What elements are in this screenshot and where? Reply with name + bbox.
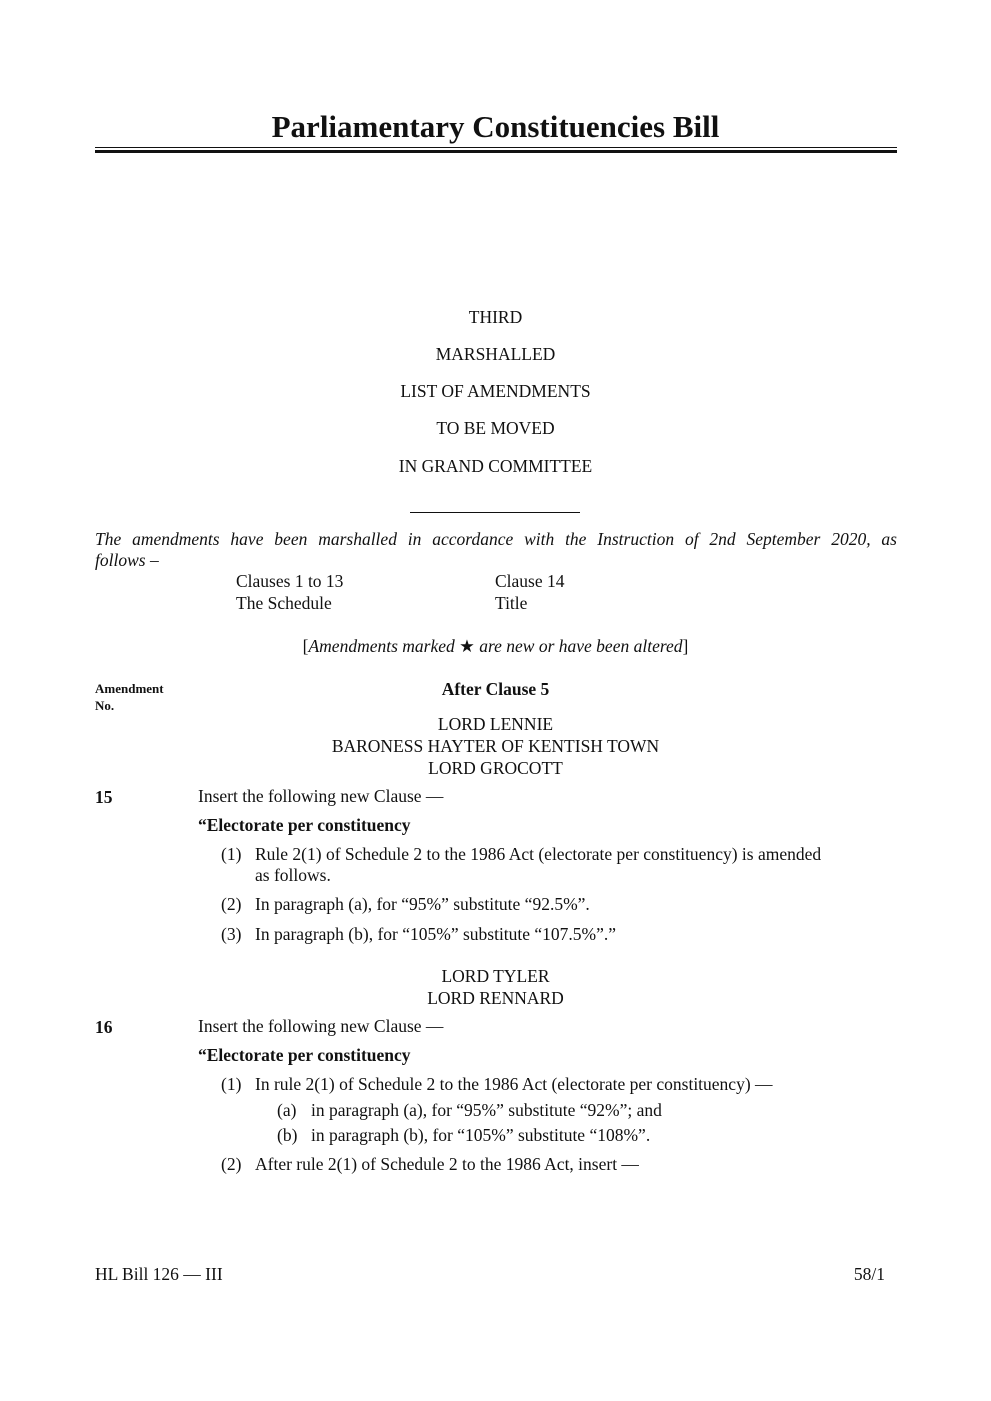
subsection-text: In paragraph (a), for “95%” substitute “92.5%”. — [255, 894, 590, 914]
footer-page-ref: 58/1 — [853, 1264, 885, 1284]
subsection-number: (2) — [221, 894, 242, 914]
star-note-text: are new or have been altered — [474, 636, 683, 656]
star-note-text: Amendments marked — [308, 636, 460, 656]
subsection-text: as follows. — [255, 865, 331, 885]
subsection-text: In paragraph (b), for “105%” substitute “107.5%”.” — [255, 924, 617, 944]
sponsor: LORD RENNARD — [427, 988, 564, 1008]
star-icon: ★ — [459, 636, 475, 656]
heading-line: TO BE MOVED — [436, 418, 555, 438]
heading-line: THIRD — [468, 307, 523, 327]
paragraph-text: in paragraph (b), for “105%” substitute “108%”. — [311, 1125, 651, 1145]
amendment-number: 16 — [95, 1017, 113, 1037]
instruction: Insert the following new Clause — — [198, 1016, 444, 1036]
document-title: Parliamentary Constituencies Bill — [271, 109, 720, 144]
amendment-number: 15 — [95, 787, 113, 807]
paragraph-number: (a) — [277, 1100, 297, 1120]
bracket: ] — [682, 636, 689, 656]
bracket: [ — [302, 636, 309, 656]
heading-line: LIST OF AMENDMENTS — [400, 381, 591, 401]
subsection-number: (1) — [221, 1074, 242, 1094]
footer-bill-number: HL Bill 126 — III — [95, 1264, 223, 1284]
order-item: The Schedule — [236, 593, 332, 613]
label-line: No. — [95, 698, 115, 713]
sponsor: BARONESS HAYTER OF KENTISH TOWN — [331, 736, 660, 756]
sponsor: LORD LENNIE — [437, 714, 554, 734]
label-line: Amendment — [95, 681, 164, 696]
intro-line-1: The amendments have been marshalled in accordance with the Instruction of 2nd September 2020, as — [95, 529, 897, 549]
order-item: Title — [495, 593, 528, 613]
intro-line-2: follows – — [95, 550, 159, 570]
subsection-number: (1) — [221, 844, 242, 864]
clause-heading: “Electorate per constituency — [198, 815, 411, 835]
heading-line: IN GRAND COMMITTEE — [398, 456, 593, 476]
order-item: Clause 14 — [495, 571, 565, 591]
title-rule-thin — [95, 147, 897, 148]
sponsor: LORD TYLER — [441, 966, 550, 986]
title-rule-thick — [95, 150, 897, 153]
instruction: Insert the following new Clause — — [198, 786, 444, 806]
clause-heading: “Electorate per constituency — [198, 1045, 411, 1065]
subsection-number: (3) — [221, 924, 242, 944]
subsection-text: In rule 2(1) of Schedule 2 to the 1986 Act (electorate per constituency) — — [255, 1074, 773, 1094]
paragraph-text: in paragraph (a), for “95%” substitute “92%”; and — [311, 1100, 662, 1120]
subsection-number: (2) — [221, 1154, 242, 1174]
subsection-text: Rule 2(1) of Schedule 2 to the 1986 Act (electorate per constituency) is amended — [255, 844, 822, 864]
subsection-text: After rule 2(1) of Schedule 2 to the 1986 Act, insert — — [255, 1154, 639, 1174]
paragraph-number: (b) — [277, 1125, 298, 1145]
section-heading: After Clause 5 — [441, 679, 550, 699]
sponsor: LORD GROCOTT — [428, 758, 563, 778]
heading-line: MARSHALLED — [435, 344, 556, 364]
order-item: Clauses 1 to 13 — [236, 571, 344, 591]
star-note — [0, 636, 991, 656]
section-divider — [410, 512, 580, 513]
